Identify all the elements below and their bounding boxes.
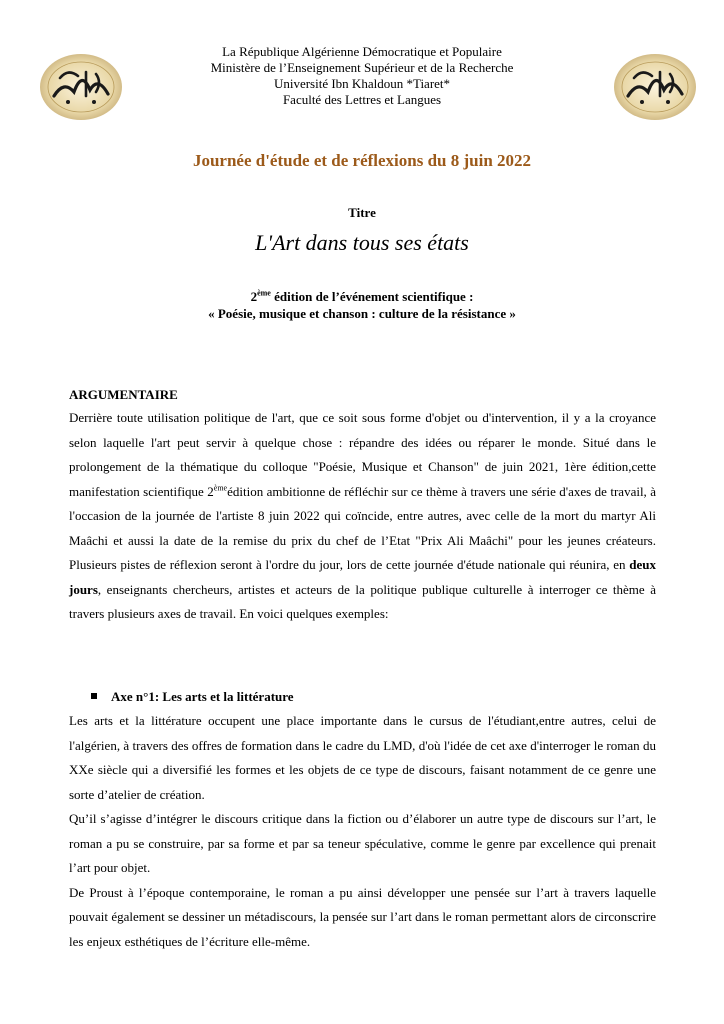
header-line-faculty: Faculté des Lettres et Langues [282, 92, 442, 107]
axis1-paragraph-3: De Proust à l’époque contemporaine, le roman a pu ainsi développer une pensée sur l’art à travers laquelle pouvait également se dessiner un métadiscours, la pensée sur l’art dans le roman permettant alors de circonscrire les enjeux esthétiques de l’écriture elle-même. [69, 884, 656, 949]
edition-number: 2 [250, 289, 258, 304]
titre-label: Titre [348, 205, 376, 220]
axis1-body [69, 709, 656, 954]
main-title: L'Art dans tous ses états [255, 230, 469, 255]
argumentaire-part1: Derrière toute utilisation politique de l'art, que ce soit sous forme d'objet ou d'intervention, il y a la croyance selon laquelle l'art peut servir à quelque chose : répandre des idées ou réparer le monde. Situé dans le prolongement de la thématique du colloque "Poésie, Musique et Chanson" de juin 2021, 1ère édition,cette manifestation scientifique 2 [69, 410, 656, 499]
institution-header [170, 44, 554, 108]
axis1-heading [91, 689, 294, 705]
edition-superscript: ème [257, 288, 271, 298]
argumentaire-heading: ARGUMENTAIRE [69, 387, 178, 402]
axis1-title: Axe n°1: Les arts et la littérature [111, 689, 294, 704]
edition-subtitle: « Poésie, musique et chanson : culture de la résistance » [208, 306, 516, 321]
bullet-icon [91, 693, 97, 699]
university-logo-right [612, 52, 698, 122]
argumentaire-paragraph [69, 406, 656, 627]
edition-text: édition de l’événement scientifique : [270, 289, 474, 304]
edition-line [0, 288, 724, 305]
argumentaire-part2: édition ambitionne de réfléchir sur ce thème à travers une série d'axes de travail, à l'occasion de la journée de l'artiste 8 juin 2022 qui coïncide, entre autres, avec celle de la mort du martyr Ali Maâchi et aussi la date de la remise du prix du chef de l’Etat "Prix Ali Maâchi" pour les jeunes créateurs. Plusieurs pistes de réflexion seront à l'ordre du jour, lors de cette journée d'étude nationale qui réunira, en [69, 483, 657, 572]
event-title: Journée d'étude et de réflexions du 8 juin 2022 [192, 151, 532, 170]
header-line-university: Université Ibn Khaldoun *Tiaret* [273, 76, 451, 91]
edition-block [0, 288, 724, 322]
header-line-republic: La République Algérienne Démocratique et Populaire [222, 44, 502, 59]
argumentaire-sup: ème [213, 483, 228, 493]
axis1-paragraph-2: Qu’il s’agisse d’intégrer le discours critique dans la fiction ou d’élaborer un autre type de discours sur l’art, le roman a pu se construire, par sa forme et par sa teneur spéculative, comme le genre par excellence qui prenait l’art pour objet. [69, 811, 656, 875]
header-line-ministry: Ministère de l’Enseignement Supérieur et de la Recherche [210, 60, 514, 75]
axis1-paragraph-1: Les arts et la littérature occupent une place importante dans le cursus de l'étudiant,entre autres, celui de l'algérien, à travers des offres de formation dans le cadre du LMD, d'où l'idée de cet axe d'interroger le roman du XXe siècle qui a diversifié les formes et les objets de ce type de discours, faisant notamment de ce genre une sorte d’atelier de création. [69, 713, 656, 802]
university-logo-left [38, 52, 124, 122]
argumentaire-part3: , enseignants chercheurs, artistes et acteurs de la politique publique culturelle à interroger ce thème à travers plusieurs axes de travail. En voici quelques exemples: [69, 581, 656, 621]
argumentaire-bold: deux jours [69, 557, 656, 597]
